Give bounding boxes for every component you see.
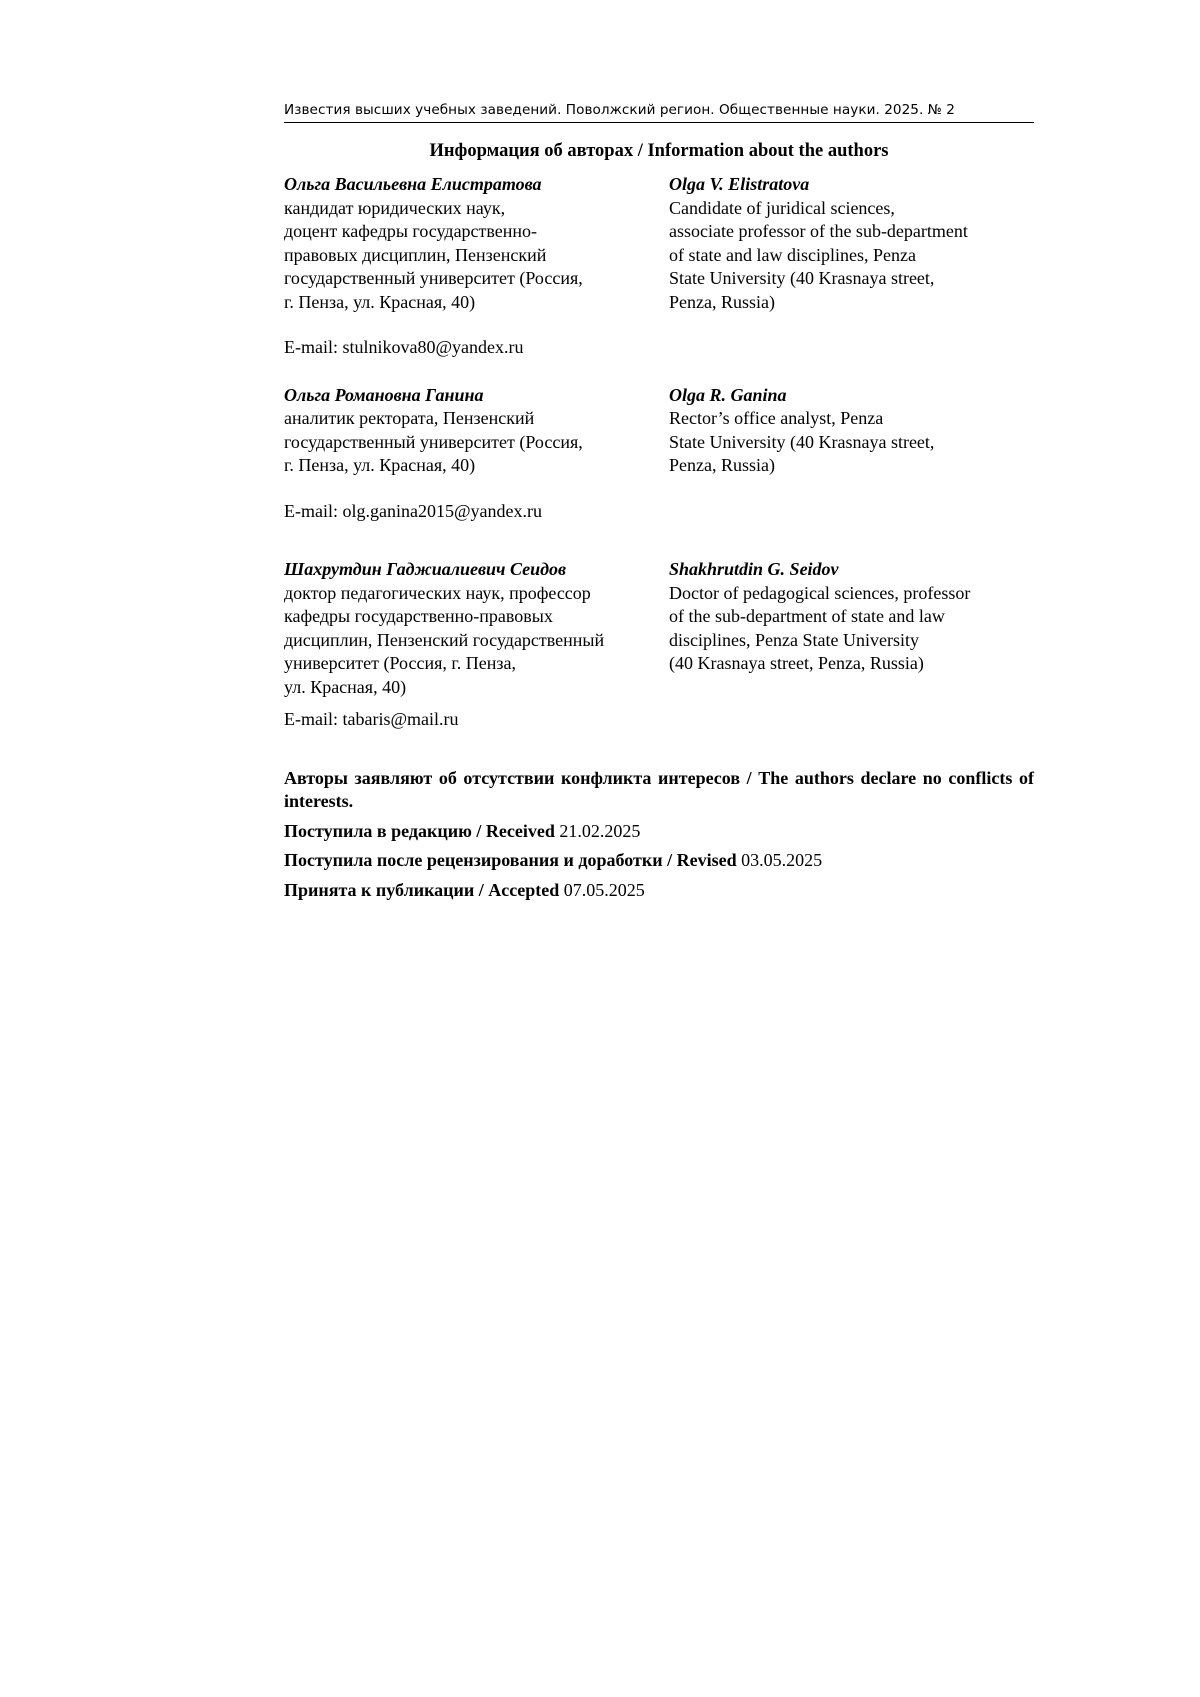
conflict-statement: Авторы заявляют об отсутствии конфликта интересов / The authors declare no conflicts of interests. (284, 767, 1034, 811)
author-affiliation-line: университет (Россия, г. Пенза, (284, 653, 516, 673)
document-page (284, 100, 1034, 902)
author-affiliation-line: (40 Krasnaya street, Penza, Russia) (669, 653, 924, 673)
author-name-ru: Шахрутдин Гаджиалиевич Сеидов (284, 559, 567, 579)
accepted-label: Принята к публикации / Accepted (284, 879, 560, 900)
author-affiliation-line: Doctor of pedagogical sciences, professor (669, 582, 971, 603)
author-affiliation-line: г. Пенза, ул. Красная, 40) (284, 455, 476, 475)
author-affiliation-line: ул. Красная, 40) (284, 676, 407, 697)
author-affiliation-line: государственный университет (Россия, (284, 268, 583, 288)
author-affiliation-line: State University (40 Krasnaya street, (669, 431, 935, 452)
author-name-en: Shakhrutdin G. Seidov (669, 559, 839, 579)
author-affiliation-line: г. Пенза, ул. Красная, 40) (284, 291, 476, 312)
running-header: Известия высших учебных заведений. Поволжский регион. Общественные науки. 2025. № 2 (284, 100, 1034, 123)
author-email[interactable]: E-mail: tabaris@mail.ru (284, 709, 459, 729)
author-affiliation-line: Penza, Russia) (669, 291, 775, 312)
author-affiliation-line: дисциплин, Пензенский государственный (284, 629, 605, 650)
author-affiliation-line: правовых дисциплин, Пензенский (284, 244, 547, 265)
received-label: Поступила в редакцию / Received (284, 820, 555, 841)
author-ru-column (284, 173, 669, 314)
author-row (284, 173, 1034, 314)
author-name-ru: Ольга Романовна Ганина (284, 384, 484, 405)
author-block-2 (284, 384, 1034, 524)
author-ru-column (284, 558, 669, 699)
author-row (284, 384, 1034, 478)
author-affiliation-line: аналитик ректората, Пензенский (284, 408, 535, 428)
author-affiliation-line: кафедры государственно-правовых (284, 606, 553, 626)
author-en-column (669, 173, 1034, 314)
author-affiliation-line: Rector’s office analyst, Penza (669, 408, 884, 428)
author-affiliation-line: доктор педагогических наук, профессор (284, 582, 591, 603)
accepted-line (284, 879, 1034, 903)
author-affiliation-line: disciplines, Penza State University (669, 629, 919, 650)
accepted-date: 07.05.2025 (563, 879, 645, 900)
author-name-en: Olga R. Ganina (669, 384, 787, 405)
author-name-en: Olga V. Elistratova (669, 174, 810, 194)
received-date: 21.02.2025 (559, 820, 641, 841)
author-en-column (669, 558, 1034, 699)
author-row (284, 558, 1034, 699)
revised-label: Поступила после рецензирования и доработки / Revised (284, 850, 737, 870)
author-affiliation-line: Penza, Russia) (669, 455, 775, 475)
author-en-column (669, 384, 1034, 478)
revised-date: 03.05.2025 (741, 850, 823, 870)
author-block-3 (284, 558, 1034, 732)
author-affiliation-line: Candidate of juridical sciences, (669, 197, 895, 218)
author-affiliation-line: государственный университет (Россия, (284, 431, 583, 452)
revised-line (284, 849, 1034, 873)
author-name-ru: Ольга Васильевна Елистратова (284, 174, 542, 194)
author-email[interactable]: E-mail: stulnikova80@yandex.ru (284, 337, 524, 357)
section-title: Информация об авторах / Information about the authors (429, 141, 889, 161)
author-affiliation-line: State University (40 Krasnaya street, (669, 268, 935, 288)
author-affiliation-line: кандидат юридических наук, (284, 197, 506, 218)
author-ru-column (284, 384, 669, 478)
received-line (284, 820, 1034, 844)
author-block-1 (284, 173, 1034, 360)
author-affiliation-line: of state and law disciplines, Penza (669, 244, 916, 265)
author-affiliation-line: доцент кафедры государственно- (284, 221, 538, 241)
author-email[interactable]: E-mail: olg.ganina2015@yandex.ru (284, 500, 543, 521)
author-affiliation-line: of the sub-department of state and law (669, 606, 945, 626)
author-affiliation-line: associate professor of the sub-department (669, 221, 968, 241)
